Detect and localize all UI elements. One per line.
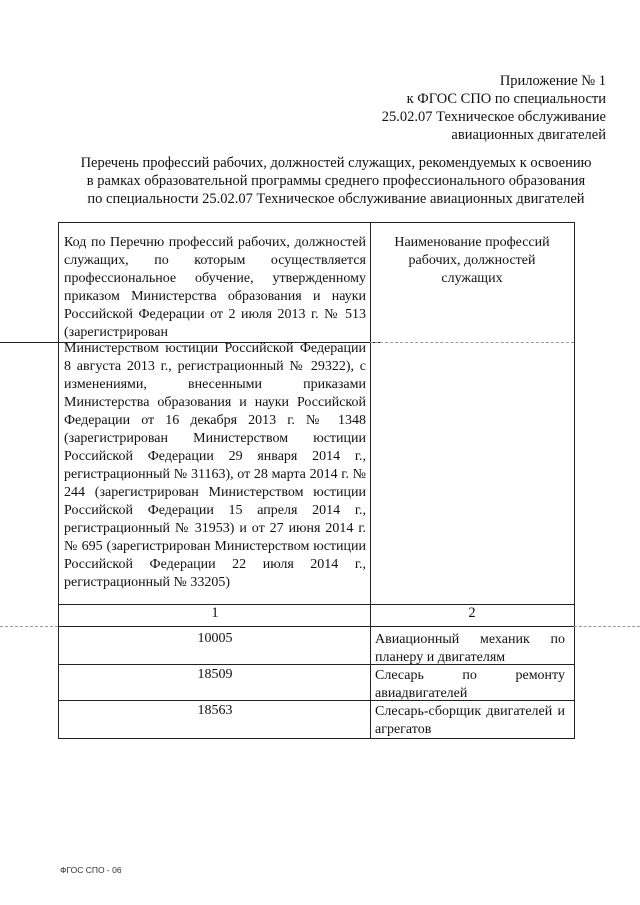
appendix-standard: к ФГОС СПО по специальности xyxy=(406,91,606,107)
title-line-1: Перечень профессий рабочих, должностей служащих, рекомендуемых к освоению xyxy=(80,155,592,171)
appendix-number: Приложение № 1 xyxy=(499,73,606,89)
table-row-3-name: Слесарь-сборщик двигателей и агрегатов xyxy=(375,704,565,737)
table-row-1-code: 10005 xyxy=(197,631,233,646)
scan-mark-right xyxy=(574,626,640,627)
column-number-2: 2 xyxy=(468,605,476,621)
table-row-3-code: 18563 xyxy=(197,703,233,718)
table-row-2-name: Слесарь по ремонту авиадвигателей xyxy=(375,668,565,701)
page-footer: ФГОС СПО - 06 xyxy=(60,865,122,875)
column-number-rule xyxy=(58,626,574,627)
table-row-1-name: Авиационный механик по планеру и двигателям xyxy=(375,632,565,665)
table-row-2-code: 18509 xyxy=(197,667,233,682)
page-break-line-right xyxy=(370,342,574,343)
table-column-divider xyxy=(370,222,371,738)
page-break-line-margin xyxy=(0,342,58,343)
header-col1-part2: Министерством юстиции Российской Федерации 8 августа 2013 г., регистрационный № 29322), с изменениями, внесенными приказами Министерства образования и науки Российской Федерации от 16 декабря 2013 г. № 1348 (зарегистрирован Министерством юстиции Российской Федерации 29 января 2014 г., регистрационный № 31163), от 28 марта 2014 г. № 244 (зарегистрирован Министерством юстиции Российской Федерации 15 апреля 2014 г., регистрационный № 31953) и от 27 июня 2014 г. № 695 (зарегистрирован Министерством юстиции Российской Федерации 22 июля 2014 г., регистрационный № 33205) xyxy=(64,341,366,590)
scan-mark-left xyxy=(0,626,58,627)
appendix-block xyxy=(360,72,606,144)
title-line-3: по специальности 25.02.07 Техническое обслуживание авиационных двигателей xyxy=(87,191,585,207)
document-title xyxy=(56,154,616,208)
header-col1-part1: Код по Перечню профессий рабочих, должностей служащих, по которым осуществляется профессиональное обучение, утвержденному приказом Министерства образования и науки Российской Федерации от 2 июля 2013 г. № 513 (зарегистрирован xyxy=(64,235,366,340)
header-col2: Наименование профессий рабочих, должностей служащих xyxy=(394,235,550,286)
column-number-1: 1 xyxy=(211,605,219,621)
appendix-specialty-name: авиационных двигателей xyxy=(451,127,606,143)
title-line-2: в рамках образовательной программы среднего профессионального образования xyxy=(86,173,586,189)
appendix-specialty-code: 25.02.07 Техническое обслуживание xyxy=(381,109,606,125)
